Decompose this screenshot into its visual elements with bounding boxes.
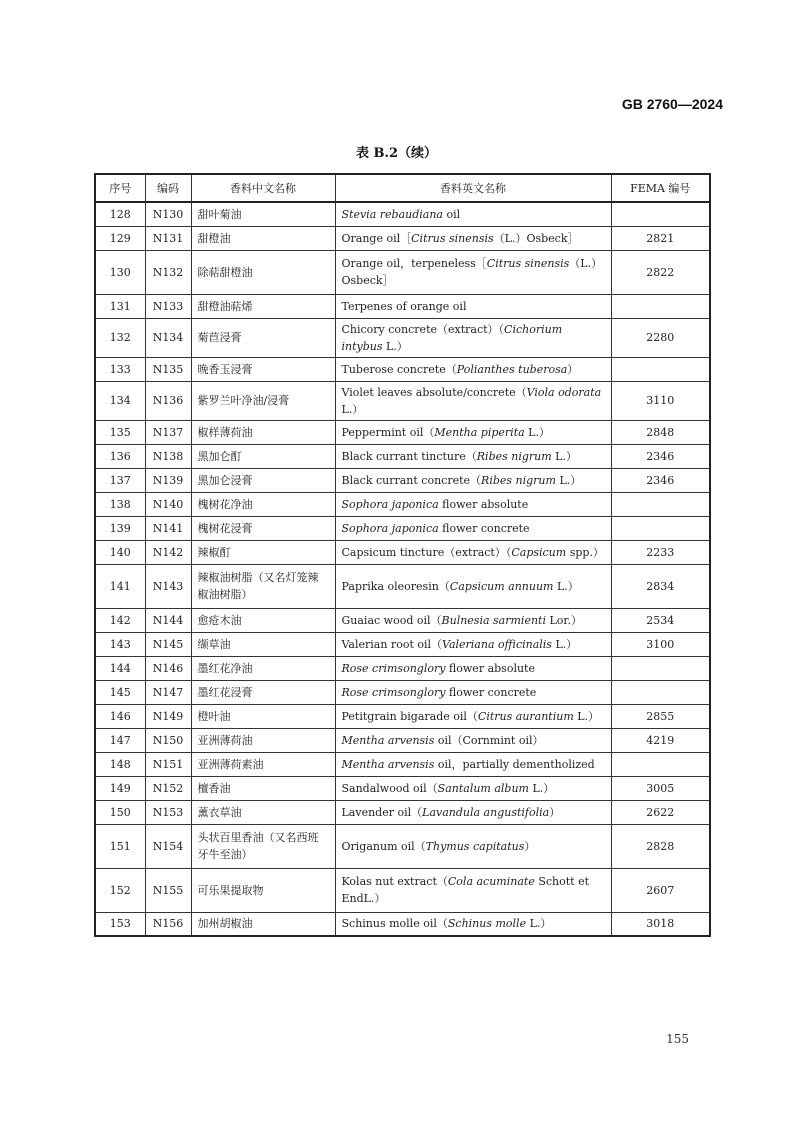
name-text: flower absolute [438, 497, 529, 511]
latin-name: Citrus sinensis [411, 231, 494, 245]
row-number: 147 [95, 728, 145, 752]
row-number: 136 [95, 444, 145, 468]
row-code: N131 [145, 226, 191, 250]
row-fema-number [611, 656, 710, 680]
row-code: N142 [145, 540, 191, 564]
latin-name: Valeriana officinalis [442, 637, 552, 651]
row-fema-number: 2822 [611, 250, 710, 294]
row-code: N135 [145, 357, 191, 381]
row-number: 148 [95, 752, 145, 776]
row-chinese-name: 槐树花净油 [191, 492, 335, 516]
row-chinese-name: 橙叶油 [191, 704, 335, 728]
row-english-name [335, 468, 611, 492]
row-number: 132 [95, 318, 145, 357]
row-english-name [335, 318, 611, 357]
row-code: N137 [145, 420, 191, 444]
name-text: L.） [524, 425, 550, 439]
row-code: N130 [145, 202, 191, 226]
name-text: Peppermint oil（ [341, 425, 435, 439]
row-fema-number: 4219 [611, 728, 710, 752]
latin-name: Viola odorata [526, 385, 602, 399]
row-fema-number: 2280 [611, 318, 710, 357]
table-row [95, 704, 710, 728]
table-row [95, 912, 710, 936]
table-row [95, 318, 710, 357]
row-fema-number: 3018 [611, 912, 710, 936]
row-fema-number [611, 357, 710, 381]
row-fema-number: 2346 [611, 468, 710, 492]
latin-name: Sophora japonica [341, 497, 439, 511]
row-number: 133 [95, 357, 145, 381]
row-chinese-name: 椒样薄荷油 [191, 420, 335, 444]
table-row [95, 357, 710, 381]
row-number: 135 [95, 420, 145, 444]
latin-name: Mentha arvensis [341, 757, 435, 771]
table-row [95, 608, 710, 632]
latin-name: Citrus aurantium [477, 709, 574, 723]
name-text: Lor.） [545, 613, 582, 627]
name-text: spp.） [566, 545, 604, 559]
column-header-code: 编码 [145, 174, 191, 202]
row-code: N156 [145, 912, 191, 936]
row-number: 137 [95, 468, 145, 492]
name-text: flower concrete [438, 521, 530, 535]
latin-name: Lavandula angustifolia [422, 805, 550, 819]
name-text: Orange oil［ [341, 231, 412, 245]
row-chinese-name: 除萜甜橙油 [191, 250, 335, 294]
latin-name: Mentha piperita [434, 425, 525, 439]
name-text: L.） [382, 339, 408, 353]
row-english-name [335, 420, 611, 444]
row-chinese-name: 甜橙油萜烯 [191, 294, 335, 318]
row-english-name [335, 357, 611, 381]
row-chinese-name: 黑加仑酊 [191, 444, 335, 468]
row-fema-number: 2233 [611, 540, 710, 564]
row-chinese-name: 头状百里香油（又名西班牙牛至油） [191, 824, 335, 868]
name-text: Lavender oil（ [341, 805, 423, 819]
row-chinese-name: 薰衣草油 [191, 800, 335, 824]
table-row [95, 656, 710, 680]
row-code: N136 [145, 381, 191, 420]
row-fema-number: 3100 [611, 632, 710, 656]
row-number: 140 [95, 540, 145, 564]
latin-name: Capsicum annuum [449, 579, 554, 593]
row-fema-number: 2828 [611, 824, 710, 868]
row-number: 138 [95, 492, 145, 516]
row-number: 149 [95, 776, 145, 800]
latin-name: Bulnesia sarmienti [441, 613, 546, 627]
row-chinese-name: 紫罗兰叶净油/浸膏 [191, 381, 335, 420]
row-number: 139 [95, 516, 145, 540]
table-row [95, 868, 710, 912]
row-number: 150 [95, 800, 145, 824]
row-chinese-name: 可乐果提取物 [191, 868, 335, 912]
name-text: oil（Cornmint oil） [434, 733, 544, 747]
row-chinese-name: 黑加仑浸膏 [191, 468, 335, 492]
row-code: N146 [145, 656, 191, 680]
table-row [95, 226, 710, 250]
name-text: Sandalwood oil（ [341, 781, 438, 795]
row-fema-number [611, 752, 710, 776]
table-header-row [95, 174, 710, 202]
latin-name: Sophora japonica [341, 521, 439, 535]
name-text: Paprika oleoresin（ [341, 579, 450, 593]
row-code: N154 [145, 824, 191, 868]
table-row [95, 250, 710, 294]
flavor-table [94, 173, 711, 937]
row-number: 134 [95, 381, 145, 420]
name-text: oil，partially dementholized [434, 757, 595, 771]
name-text: L.） [551, 637, 578, 651]
row-code: N155 [145, 868, 191, 912]
row-code: N143 [145, 564, 191, 608]
name-text: L.） [573, 709, 600, 723]
latin-name: Rose crimsonglory [341, 661, 446, 675]
row-code: N152 [145, 776, 191, 800]
name-text: ） [567, 362, 579, 376]
row-code: N144 [145, 608, 191, 632]
row-english-name [335, 728, 611, 752]
row-chinese-name: 亚洲薄荷素油 [191, 752, 335, 776]
name-text: Origanum oil（ [341, 839, 426, 853]
row-english-name [335, 680, 611, 704]
row-chinese-name: 辣椒酊 [191, 540, 335, 564]
row-english-name [335, 752, 611, 776]
name-text: Black currant tincture（ [341, 449, 477, 463]
name-text: Tuberose concrete（ [341, 362, 457, 376]
row-number: 128 [95, 202, 145, 226]
name-text: Violet leaves absolute/concrete（ [341, 385, 527, 399]
name-text: Capsicum tincture（extract）（ [341, 545, 512, 559]
row-english-name [335, 564, 611, 608]
table-row [95, 632, 710, 656]
table-row [95, 752, 710, 776]
table-row [95, 444, 710, 468]
row-fema-number [611, 492, 710, 516]
latin-name: Ribes nigrum [476, 449, 552, 463]
row-english-name [335, 800, 611, 824]
row-code: N140 [145, 492, 191, 516]
row-code: N145 [145, 632, 191, 656]
latin-name: Rose crimsonglory [341, 685, 446, 699]
name-text: （L.）Osbeck］ [493, 231, 579, 245]
name-text: Schinus molle oil（ [341, 917, 448, 931]
row-english-name [335, 294, 611, 318]
row-code: N147 [145, 680, 191, 704]
row-english-name [335, 632, 611, 656]
column-header-cn-name: 香料中文名称 [191, 174, 335, 202]
column-header-en-name: 香料英文名称 [335, 174, 611, 202]
name-text: Petitgrain bigarade oil（ [341, 709, 478, 723]
row-english-name [335, 540, 611, 564]
latin-name: Cichorium intybus [341, 322, 563, 353]
row-fema-number: 2346 [611, 444, 710, 468]
latin-name: Schinus molle [447, 917, 527, 931]
row-english-name [335, 202, 611, 226]
table-row [95, 540, 710, 564]
table-row [95, 492, 710, 516]
latin-name: Capsicum [511, 545, 567, 559]
name-text: oil [442, 207, 461, 221]
row-code: N138 [145, 444, 191, 468]
row-number: 144 [95, 656, 145, 680]
row-code: N141 [145, 516, 191, 540]
row-number: 141 [95, 564, 145, 608]
latin-name: Mentha arvensis [341, 733, 435, 747]
row-english-name [335, 868, 611, 912]
table-row [95, 824, 710, 868]
row-number: 151 [95, 824, 145, 868]
name-text: Schott et EndL.） [341, 875, 589, 905]
row-code: N149 [145, 704, 191, 728]
table-row [95, 680, 710, 704]
row-english-name [335, 250, 611, 294]
latin-name: Citrus sinensis [486, 257, 570, 270]
table-row [95, 294, 710, 318]
row-fema-number [611, 680, 710, 704]
name-text: L.） [526, 917, 552, 931]
row-fema-number: 3110 [611, 381, 710, 420]
row-chinese-name: 墨红花净油 [191, 656, 335, 680]
row-number: 129 [95, 226, 145, 250]
latin-name: Polianthes tuberosa [456, 362, 568, 376]
table-row [95, 776, 710, 800]
name-text: flower absolute [445, 661, 535, 675]
row-chinese-name: 加州胡椒油 [191, 912, 335, 936]
table-row [95, 516, 710, 540]
name-text: L.） [551, 449, 577, 463]
name-text: L.） [553, 579, 579, 593]
row-chinese-name: 辣椒油树脂（又名灯笼辣椒油树脂） [191, 564, 335, 608]
row-code: N132 [145, 250, 191, 294]
row-code: N134 [145, 318, 191, 357]
row-fema-number: 2821 [611, 226, 710, 250]
table-row [95, 381, 710, 420]
name-text: （L.）Osbeck］ [341, 257, 603, 287]
row-chinese-name: 愈疮木油 [191, 608, 335, 632]
name-text: Black currant concrete（ [341, 473, 482, 487]
column-header-no: 序号 [95, 174, 145, 202]
row-fema-number: 2855 [611, 704, 710, 728]
row-chinese-name: 墨红花浸膏 [191, 680, 335, 704]
table-row [95, 420, 710, 444]
standard-code: GB 2760—2024 [621, 96, 723, 112]
page-number: 155 [666, 1032, 689, 1046]
row-number: 143 [95, 632, 145, 656]
row-english-name [335, 656, 611, 680]
latin-name: Thymus capitatus [425, 839, 525, 853]
name-text: Guaiac wood oil（ [341, 613, 442, 627]
row-chinese-name: 甜橙油 [191, 226, 335, 250]
row-english-name [335, 226, 611, 250]
row-code: N139 [145, 468, 191, 492]
table-row [95, 564, 710, 608]
row-chinese-name: 菊苣浸膏 [191, 318, 335, 357]
table-row [95, 468, 710, 492]
table-body [95, 202, 710, 936]
row-english-name [335, 912, 611, 936]
row-fema-number: 2607 [611, 868, 710, 912]
row-english-name [335, 516, 611, 540]
row-fema-number: 2534 [611, 608, 710, 632]
row-english-name [335, 824, 611, 868]
name-text: ） [524, 839, 536, 853]
row-fema-number: 2622 [611, 800, 710, 824]
row-number: 142 [95, 608, 145, 632]
latin-name: Cola acuminate [447, 875, 535, 888]
row-number: 130 [95, 250, 145, 294]
row-fema-number [611, 202, 710, 226]
row-chinese-name: 甜叶菊油 [191, 202, 335, 226]
latin-name: Ribes nigrum [481, 473, 556, 487]
row-english-name [335, 381, 611, 420]
table-row [95, 202, 710, 226]
name-text: Terpenes of orange oil [341, 299, 467, 313]
row-english-name [335, 492, 611, 516]
name-text: Kolas nut extract（ [341, 875, 448, 888]
table-row [95, 728, 710, 752]
row-chinese-name: 缬草油 [191, 632, 335, 656]
row-fema-number: 2848 [611, 420, 710, 444]
latin-name: Stevia rebaudiana [341, 207, 443, 221]
name-text: L.） [555, 473, 582, 487]
row-english-name [335, 704, 611, 728]
name-text: L.） [528, 781, 555, 795]
row-code: N133 [145, 294, 191, 318]
row-code: N151 [145, 752, 191, 776]
row-fema-number [611, 294, 710, 318]
row-chinese-name: 槐树花浸膏 [191, 516, 335, 540]
name-text: Valerian root oil（ [341, 637, 443, 651]
name-text: Chicory concrete（extract）（ [341, 322, 505, 336]
row-number: 146 [95, 704, 145, 728]
latin-name: Santalum album [437, 781, 529, 795]
row-fema-number [611, 516, 710, 540]
row-chinese-name: 晚香玉浸膏 [191, 357, 335, 381]
table-title: 表 B.2（续） [355, 146, 438, 161]
name-text: Orange oil，terpeneless［ [341, 257, 487, 270]
row-english-name [335, 444, 611, 468]
row-fema-number: 2834 [611, 564, 710, 608]
row-fema-number: 3005 [611, 776, 710, 800]
row-english-name [335, 776, 611, 800]
row-number: 131 [95, 294, 145, 318]
row-english-name [335, 608, 611, 632]
name-text: L.） [341, 402, 364, 416]
row-number: 153 [95, 912, 145, 936]
name-text: ） [549, 805, 561, 819]
name-text: flower concrete [445, 685, 537, 699]
row-code: N150 [145, 728, 191, 752]
row-number: 145 [95, 680, 145, 704]
row-code: N153 [145, 800, 191, 824]
row-chinese-name: 亚洲薄荷油 [191, 728, 335, 752]
column-header-fema: FEMA 编号 [611, 174, 710, 202]
row-number: 152 [95, 868, 145, 912]
row-chinese-name: 檀香油 [191, 776, 335, 800]
table-row [95, 800, 710, 824]
